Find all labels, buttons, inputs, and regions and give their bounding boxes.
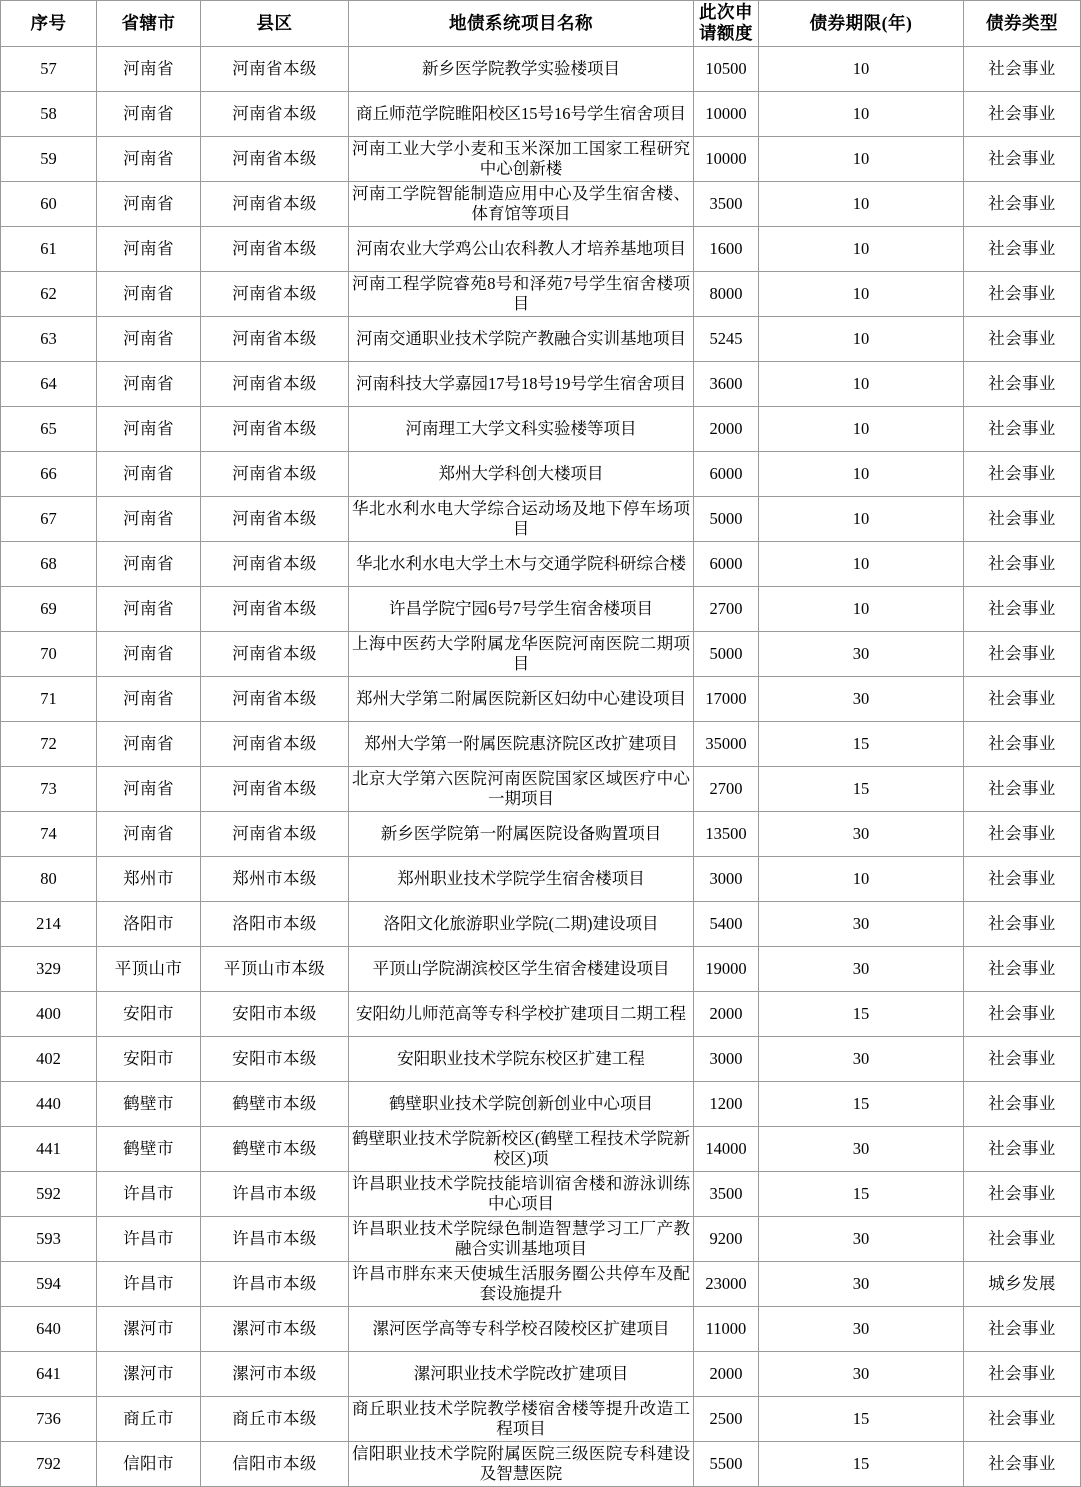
cell-sequence-number: 214 bbox=[1, 901, 97, 946]
cell-county-district: 河南省本级 bbox=[201, 676, 349, 721]
cell-sequence-number: 402 bbox=[1, 1036, 97, 1081]
cell-bond-type: 社会事业 bbox=[964, 361, 1081, 406]
table-row bbox=[1, 1171, 1081, 1216]
table-row bbox=[1, 181, 1081, 226]
cell-bond-type: 社会事业 bbox=[964, 1081, 1081, 1126]
cell-county-district: 河南省本级 bbox=[201, 46, 349, 91]
cell-county-district: 洛阳市本级 bbox=[201, 901, 349, 946]
cell-sequence-number: 63 bbox=[1, 316, 97, 361]
cell-bond-term-years: 15 bbox=[759, 1171, 964, 1216]
table-row bbox=[1, 406, 1081, 451]
cell-project-name: 鹤壁职业技术学院创新创业中心项目 bbox=[349, 1081, 694, 1126]
cell-county-district: 河南省本级 bbox=[201, 496, 349, 541]
cell-prefecture-city: 洛阳市 bbox=[97, 901, 201, 946]
cell-county-district: 河南省本级 bbox=[201, 136, 349, 181]
cell-county-district: 河南省本级 bbox=[201, 451, 349, 496]
cell-project-name: 平顶山学院湖滨校区学生宿舍楼建设项目 bbox=[349, 946, 694, 991]
cell-requested-amount: 14000 bbox=[694, 1126, 759, 1171]
cell-county-district: 河南省本级 bbox=[201, 811, 349, 856]
cell-requested-amount: 3500 bbox=[694, 1171, 759, 1216]
cell-county-district: 信阳市本级 bbox=[201, 1441, 349, 1486]
cell-project-name: 许昌学院宁园6号7号学生宿舍楼项目 bbox=[349, 586, 694, 631]
cell-sequence-number: 58 bbox=[1, 91, 97, 136]
cell-sequence-number: 400 bbox=[1, 991, 97, 1036]
cell-project-name: 许昌职业技术学院绿色制造智慧学习工厂产教融合实训基地项目 bbox=[349, 1216, 694, 1261]
cell-requested-amount: 5400 bbox=[694, 901, 759, 946]
cell-sequence-number: 329 bbox=[1, 946, 97, 991]
cell-bond-type: 社会事业 bbox=[964, 226, 1081, 271]
cell-project-name: 商丘师范学院睢阳校区15号16号学生宿舍项目 bbox=[349, 91, 694, 136]
cell-project-name: 新乡医学院教学实验楼项目 bbox=[349, 46, 694, 91]
cell-requested-amount: 2700 bbox=[694, 586, 759, 631]
cell-bond-type: 社会事业 bbox=[964, 1216, 1081, 1261]
cell-bond-type: 社会事业 bbox=[964, 1036, 1081, 1081]
cell-prefecture-city: 河南省 bbox=[97, 541, 201, 586]
cell-project-name: 新乡医学院第一附属医院设备购置项目 bbox=[349, 811, 694, 856]
cell-project-name: 信阳职业技术学院附属医院三级医院专科建设及智慧医院 bbox=[349, 1441, 694, 1486]
cell-requested-amount: 35000 bbox=[694, 721, 759, 766]
table-row bbox=[1, 991, 1081, 1036]
cell-requested-amount: 8000 bbox=[694, 271, 759, 316]
cell-bond-term-years: 15 bbox=[759, 1441, 964, 1486]
cell-bond-type: 社会事业 bbox=[964, 721, 1081, 766]
cell-bond-term-years: 15 bbox=[759, 991, 964, 1036]
cell-project-name: 华北水利水电大学土木与交通学院科研综合楼 bbox=[349, 541, 694, 586]
cell-sequence-number: 440 bbox=[1, 1081, 97, 1126]
cell-bond-term-years: 30 bbox=[759, 676, 964, 721]
cell-prefecture-city: 漯河市 bbox=[97, 1351, 201, 1396]
cell-prefecture-city: 郑州市 bbox=[97, 856, 201, 901]
cell-bond-type: 社会事业 bbox=[964, 541, 1081, 586]
cell-sequence-number: 592 bbox=[1, 1171, 97, 1216]
cell-bond-term-years: 10 bbox=[759, 226, 964, 271]
table-row bbox=[1, 271, 1081, 316]
table-row bbox=[1, 1036, 1081, 1081]
cell-requested-amount: 2500 bbox=[694, 1396, 759, 1441]
cell-bond-type: 社会事业 bbox=[964, 1126, 1081, 1171]
cell-requested-amount: 2700 bbox=[694, 766, 759, 811]
cell-requested-amount: 3600 bbox=[694, 361, 759, 406]
cell-requested-amount: 17000 bbox=[694, 676, 759, 721]
cell-county-district: 平顶山市本级 bbox=[201, 946, 349, 991]
cell-county-district: 河南省本级 bbox=[201, 631, 349, 676]
cell-prefecture-city: 河南省 bbox=[97, 46, 201, 91]
cell-requested-amount: 3500 bbox=[694, 181, 759, 226]
cell-bond-type: 社会事业 bbox=[964, 1351, 1081, 1396]
cell-sequence-number: 67 bbox=[1, 496, 97, 541]
table-row bbox=[1, 451, 1081, 496]
table-row bbox=[1, 136, 1081, 181]
cell-prefecture-city: 河南省 bbox=[97, 226, 201, 271]
cell-sequence-number: 72 bbox=[1, 721, 97, 766]
cell-requested-amount: 5500 bbox=[694, 1441, 759, 1486]
cell-sequence-number: 594 bbox=[1, 1261, 97, 1306]
cell-county-district: 安阳市本级 bbox=[201, 991, 349, 1036]
table-row bbox=[1, 721, 1081, 766]
cell-bond-type: 城乡发展 bbox=[964, 1261, 1081, 1306]
cell-prefecture-city: 商丘市 bbox=[97, 1396, 201, 1441]
cell-county-district: 许昌市本级 bbox=[201, 1261, 349, 1306]
cell-bond-term-years: 30 bbox=[759, 1351, 964, 1396]
cell-prefecture-city: 河南省 bbox=[97, 406, 201, 451]
cell-prefecture-city: 河南省 bbox=[97, 811, 201, 856]
cell-prefecture-city: 河南省 bbox=[97, 676, 201, 721]
cell-bond-term-years: 10 bbox=[759, 136, 964, 181]
cell-requested-amount: 10000 bbox=[694, 136, 759, 181]
cell-requested-amount: 10500 bbox=[694, 46, 759, 91]
cell-prefecture-city: 安阳市 bbox=[97, 991, 201, 1036]
column-header-project-name: 地债系统项目名称 bbox=[349, 1, 694, 47]
cell-sequence-number: 80 bbox=[1, 856, 97, 901]
cell-project-name: 河南科技大学嘉园17号18号19号学生宿舍项目 bbox=[349, 361, 694, 406]
cell-project-name: 上海中医药大学附属龙华医院河南医院二期项目 bbox=[349, 631, 694, 676]
cell-bond-term-years: 10 bbox=[759, 451, 964, 496]
cell-project-name: 河南交通职业技术学院产教融合实训基地项目 bbox=[349, 316, 694, 361]
cell-requested-amount: 1200 bbox=[694, 1081, 759, 1126]
cell-project-name: 郑州大学第二附属医院新区妇幼中心建设项目 bbox=[349, 676, 694, 721]
cell-prefecture-city: 河南省 bbox=[97, 271, 201, 316]
cell-project-name: 郑州大学第一附属医院惠济院区改扩建项目 bbox=[349, 721, 694, 766]
cell-prefecture-city: 平顶山市 bbox=[97, 946, 201, 991]
column-header-type: 债券类型 bbox=[964, 1, 1081, 47]
cell-prefecture-city: 河南省 bbox=[97, 586, 201, 631]
cell-bond-term-years: 10 bbox=[759, 586, 964, 631]
cell-requested-amount: 6000 bbox=[694, 541, 759, 586]
cell-bond-type: 社会事业 bbox=[964, 451, 1081, 496]
table-row bbox=[1, 1216, 1081, 1261]
cell-bond-term-years: 15 bbox=[759, 1081, 964, 1126]
table-row bbox=[1, 676, 1081, 721]
cell-sequence-number: 62 bbox=[1, 271, 97, 316]
column-header-seq: 序号 bbox=[1, 1, 97, 47]
cell-county-district: 河南省本级 bbox=[201, 316, 349, 361]
table-row bbox=[1, 586, 1081, 631]
cell-prefecture-city: 安阳市 bbox=[97, 1036, 201, 1081]
cell-project-name: 华北水利水电大学综合运动场及地下停车场项目 bbox=[349, 496, 694, 541]
cell-county-district: 鹤壁市本级 bbox=[201, 1126, 349, 1171]
cell-bond-type: 社会事业 bbox=[964, 631, 1081, 676]
cell-project-name: 河南工程学院睿苑8号和泽苑7号学生宿舍楼项目 bbox=[349, 271, 694, 316]
cell-bond-term-years: 30 bbox=[759, 811, 964, 856]
cell-bond-term-years: 10 bbox=[759, 541, 964, 586]
cell-prefecture-city: 河南省 bbox=[97, 631, 201, 676]
cell-sequence-number: 68 bbox=[1, 541, 97, 586]
cell-requested-amount: 5245 bbox=[694, 316, 759, 361]
cell-prefecture-city: 河南省 bbox=[97, 766, 201, 811]
cell-bond-type: 社会事业 bbox=[964, 1306, 1081, 1351]
cell-county-district: 许昌市本级 bbox=[201, 1216, 349, 1261]
cell-bond-type: 社会事业 bbox=[964, 1171, 1081, 1216]
cell-county-district: 商丘市本级 bbox=[201, 1396, 349, 1441]
table-row bbox=[1, 496, 1081, 541]
cell-bond-term-years: 15 bbox=[759, 766, 964, 811]
cell-prefecture-city: 河南省 bbox=[97, 721, 201, 766]
cell-requested-amount: 10000 bbox=[694, 91, 759, 136]
cell-project-name: 郑州职业技术学院学生宿舍楼项目 bbox=[349, 856, 694, 901]
cell-sequence-number: 593 bbox=[1, 1216, 97, 1261]
cell-project-name: 北京大学第六医院河南医院国家区域医疗中心一期项目 bbox=[349, 766, 694, 811]
cell-county-district: 漯河市本级 bbox=[201, 1351, 349, 1396]
cell-prefecture-city: 信阳市 bbox=[97, 1441, 201, 1486]
cell-prefecture-city: 河南省 bbox=[97, 316, 201, 361]
cell-project-name: 河南工业大学小麦和玉米深加工国家工程研究中心创新楼 bbox=[349, 136, 694, 181]
cell-sequence-number: 64 bbox=[1, 361, 97, 406]
cell-project-name: 漯河职业技术学院改扩建项目 bbox=[349, 1351, 694, 1396]
cell-project-name: 商丘职业技术学院教学楼宿舍楼等提升改造工程项目 bbox=[349, 1396, 694, 1441]
cell-county-district: 河南省本级 bbox=[201, 586, 349, 631]
cell-county-district: 河南省本级 bbox=[201, 361, 349, 406]
cell-bond-term-years: 30 bbox=[759, 1216, 964, 1261]
cell-sequence-number: 69 bbox=[1, 586, 97, 631]
table-row bbox=[1, 1261, 1081, 1306]
cell-county-district: 河南省本级 bbox=[201, 181, 349, 226]
table-row bbox=[1, 541, 1081, 586]
cell-bond-term-years: 10 bbox=[759, 406, 964, 451]
cell-prefecture-city: 鹤壁市 bbox=[97, 1081, 201, 1126]
table-body bbox=[1, 46, 1081, 1486]
table-row bbox=[1, 46, 1081, 91]
cell-prefecture-city: 河南省 bbox=[97, 136, 201, 181]
cell-bond-type: 社会事业 bbox=[964, 136, 1081, 181]
cell-sequence-number: 640 bbox=[1, 1306, 97, 1351]
cell-bond-type: 社会事业 bbox=[964, 901, 1081, 946]
table-row bbox=[1, 901, 1081, 946]
cell-requested-amount: 2000 bbox=[694, 1351, 759, 1396]
cell-project-name: 许昌市胖东来天使城生活服务圈公共停车及配套设施提升 bbox=[349, 1261, 694, 1306]
cell-county-district: 许昌市本级 bbox=[201, 1171, 349, 1216]
column-header-county: 县区 bbox=[201, 1, 349, 47]
cell-requested-amount: 5000 bbox=[694, 496, 759, 541]
cell-project-name: 安阳幼儿师范高等专科学校扩建项目二期工程 bbox=[349, 991, 694, 1036]
cell-prefecture-city: 河南省 bbox=[97, 496, 201, 541]
cell-bond-term-years: 10 bbox=[759, 181, 964, 226]
column-header-city: 省辖市 bbox=[97, 1, 201, 47]
cell-requested-amount: 3000 bbox=[694, 1036, 759, 1081]
cell-county-district: 鹤壁市本级 bbox=[201, 1081, 349, 1126]
cell-bond-term-years: 10 bbox=[759, 316, 964, 361]
cell-sequence-number: 736 bbox=[1, 1396, 97, 1441]
cell-bond-term-years: 30 bbox=[759, 1261, 964, 1306]
cell-bond-term-years: 10 bbox=[759, 496, 964, 541]
cell-prefecture-city: 河南省 bbox=[97, 361, 201, 406]
cell-bond-term-years: 10 bbox=[759, 361, 964, 406]
table-row bbox=[1, 1306, 1081, 1351]
cell-prefecture-city: 河南省 bbox=[97, 181, 201, 226]
cell-requested-amount: 9200 bbox=[694, 1216, 759, 1261]
cell-bond-type: 社会事业 bbox=[964, 91, 1081, 136]
table-row bbox=[1, 1396, 1081, 1441]
table-row bbox=[1, 361, 1081, 406]
cell-county-district: 河南省本级 bbox=[201, 721, 349, 766]
table-row bbox=[1, 1441, 1081, 1486]
cell-bond-type: 社会事业 bbox=[964, 406, 1081, 451]
cell-sequence-number: 57 bbox=[1, 46, 97, 91]
cell-bond-term-years: 30 bbox=[759, 1036, 964, 1081]
cell-project-name: 安阳职业技术学院东校区扩建工程 bbox=[349, 1036, 694, 1081]
cell-requested-amount: 1600 bbox=[694, 226, 759, 271]
cell-project-name: 河南农业大学鸡公山农科教人才培养基地项目 bbox=[349, 226, 694, 271]
table-row bbox=[1, 226, 1081, 271]
column-header-term: 债券期限(年) bbox=[759, 1, 964, 47]
cell-project-name: 河南工学院智能制造应用中心及学生宿舍楼、体育馆等项目 bbox=[349, 181, 694, 226]
cell-sequence-number: 792 bbox=[1, 1441, 97, 1486]
cell-county-district: 河南省本级 bbox=[201, 226, 349, 271]
cell-bond-type: 社会事业 bbox=[964, 271, 1081, 316]
cell-county-district: 安阳市本级 bbox=[201, 1036, 349, 1081]
cell-prefecture-city: 河南省 bbox=[97, 91, 201, 136]
cell-bond-term-years: 10 bbox=[759, 271, 964, 316]
cell-project-name: 鹤壁职业技术学院新校区(鹤壁工程技术学院新校区)项 bbox=[349, 1126, 694, 1171]
cell-bond-term-years: 15 bbox=[759, 1396, 964, 1441]
column-header-amount: 此次申请额度 bbox=[694, 1, 759, 47]
cell-county-district: 河南省本级 bbox=[201, 541, 349, 586]
cell-bond-term-years: 30 bbox=[759, 946, 964, 991]
cell-bond-type: 社会事业 bbox=[964, 316, 1081, 361]
cell-sequence-number: 70 bbox=[1, 631, 97, 676]
cell-sequence-number: 71 bbox=[1, 676, 97, 721]
cell-prefecture-city: 鹤壁市 bbox=[97, 1126, 201, 1171]
cell-bond-type: 社会事业 bbox=[964, 811, 1081, 856]
cell-sequence-number: 641 bbox=[1, 1351, 97, 1396]
cell-bond-type: 社会事业 bbox=[964, 586, 1081, 631]
cell-sequence-number: 61 bbox=[1, 226, 97, 271]
table-row bbox=[1, 946, 1081, 991]
cell-project-name: 洛阳文化旅游职业学院(二期)建设项目 bbox=[349, 901, 694, 946]
cell-bond-type: 社会事业 bbox=[964, 1441, 1081, 1486]
table-row bbox=[1, 811, 1081, 856]
cell-project-name: 漯河医学高等专科学校召陵校区扩建项目 bbox=[349, 1306, 694, 1351]
cell-prefecture-city: 许昌市 bbox=[97, 1216, 201, 1261]
cell-bond-term-years: 30 bbox=[759, 1306, 964, 1351]
cell-sequence-number: 441 bbox=[1, 1126, 97, 1171]
cell-bond-term-years: 30 bbox=[759, 631, 964, 676]
cell-sequence-number: 73 bbox=[1, 766, 97, 811]
cell-bond-type: 社会事业 bbox=[964, 181, 1081, 226]
cell-prefecture-city: 河南省 bbox=[97, 451, 201, 496]
cell-requested-amount: 5000 bbox=[694, 631, 759, 676]
table-row bbox=[1, 631, 1081, 676]
cell-bond-type: 社会事业 bbox=[964, 856, 1081, 901]
header-row bbox=[1, 1, 1081, 47]
cell-prefecture-city: 许昌市 bbox=[97, 1261, 201, 1306]
cell-county-district: 漯河市本级 bbox=[201, 1306, 349, 1351]
cell-requested-amount: 6000 bbox=[694, 451, 759, 496]
cell-project-name: 河南理工大学文科实验楼等项目 bbox=[349, 406, 694, 451]
cell-requested-amount: 23000 bbox=[694, 1261, 759, 1306]
table-row bbox=[1, 766, 1081, 811]
cell-sequence-number: 74 bbox=[1, 811, 97, 856]
cell-bond-term-years: 10 bbox=[759, 856, 964, 901]
cell-sequence-number: 66 bbox=[1, 451, 97, 496]
table-row bbox=[1, 91, 1081, 136]
cell-county-district: 郑州市本级 bbox=[201, 856, 349, 901]
table-row bbox=[1, 856, 1081, 901]
cell-requested-amount: 2000 bbox=[694, 991, 759, 1036]
cell-bond-term-years: 10 bbox=[759, 46, 964, 91]
cell-project-name: 许昌职业技术学院技能培训宿舍楼和游泳训练中心项目 bbox=[349, 1171, 694, 1216]
cell-requested-amount: 19000 bbox=[694, 946, 759, 991]
table-row bbox=[1, 1126, 1081, 1171]
cell-bond-type: 社会事业 bbox=[964, 1396, 1081, 1441]
cell-requested-amount: 13500 bbox=[694, 811, 759, 856]
cell-bond-term-years: 30 bbox=[759, 1126, 964, 1171]
cell-bond-type: 社会事业 bbox=[964, 676, 1081, 721]
cell-sequence-number: 65 bbox=[1, 406, 97, 451]
cell-county-district: 河南省本级 bbox=[201, 406, 349, 451]
cell-bond-term-years: 10 bbox=[759, 91, 964, 136]
cell-bond-type: 社会事业 bbox=[964, 46, 1081, 91]
cell-sequence-number: 60 bbox=[1, 181, 97, 226]
table-row bbox=[1, 1081, 1081, 1126]
cell-prefecture-city: 许昌市 bbox=[97, 1171, 201, 1216]
cell-requested-amount: 3000 bbox=[694, 856, 759, 901]
cell-county-district: 河南省本级 bbox=[201, 91, 349, 136]
cell-bond-type: 社会事业 bbox=[964, 766, 1081, 811]
cell-bond-term-years: 15 bbox=[759, 721, 964, 766]
cell-requested-amount: 11000 bbox=[694, 1306, 759, 1351]
cell-prefecture-city: 漯河市 bbox=[97, 1306, 201, 1351]
cell-bond-type: 社会事业 bbox=[964, 496, 1081, 541]
cell-bond-type: 社会事业 bbox=[964, 946, 1081, 991]
cell-bond-type: 社会事业 bbox=[964, 991, 1081, 1036]
cell-county-district: 河南省本级 bbox=[201, 766, 349, 811]
cell-requested-amount: 2000 bbox=[694, 406, 759, 451]
cell-bond-term-years: 30 bbox=[759, 901, 964, 946]
table-row bbox=[1, 1351, 1081, 1396]
cell-county-district: 河南省本级 bbox=[201, 271, 349, 316]
cell-project-name: 郑州大学科创大楼项目 bbox=[349, 451, 694, 496]
cell-sequence-number: 59 bbox=[1, 136, 97, 181]
table-header bbox=[1, 1, 1081, 47]
table-row bbox=[1, 316, 1081, 361]
